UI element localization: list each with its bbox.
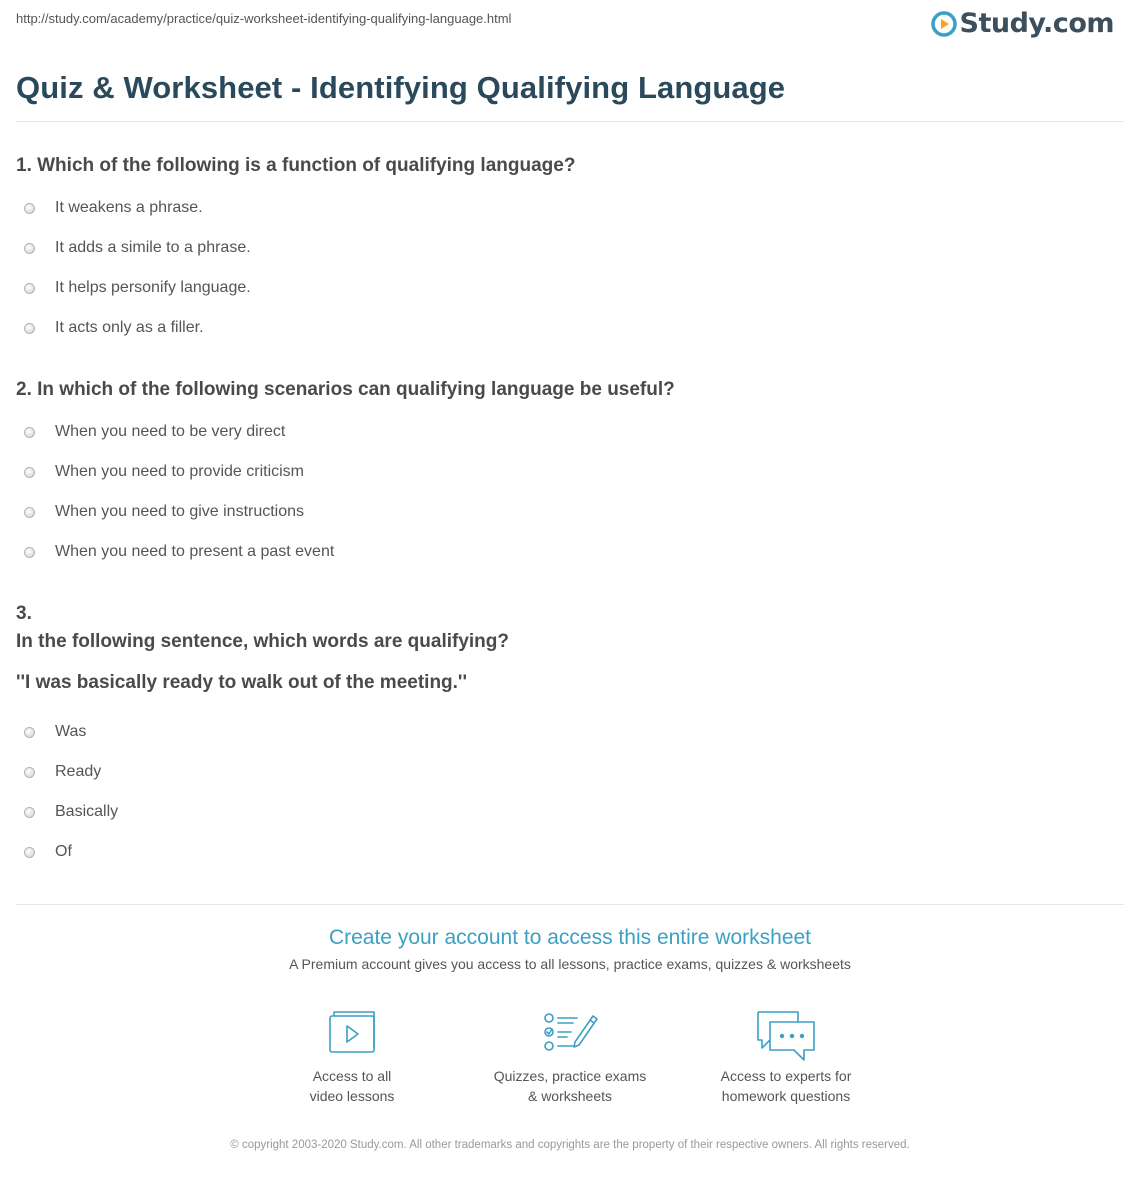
answer-option[interactable] bbox=[16, 792, 1124, 832]
logo-text: Study.com bbox=[959, 8, 1114, 39]
signup-cta bbox=[0, 926, 1140, 972]
feature-text-line: Quizzes, practice exams bbox=[493, 1068, 647, 1084]
radio-button-icon[interactable] bbox=[24, 203, 35, 214]
feature-text-line: & worksheets bbox=[527, 1088, 613, 1104]
answer-label: When you need to be very direct bbox=[55, 423, 286, 440]
feature-text-line: Access to experts for bbox=[720, 1068, 852, 1084]
radio-button-icon[interactable] bbox=[24, 547, 35, 558]
radio-button-icon[interactable] bbox=[24, 323, 35, 334]
answer-label: Basically bbox=[55, 803, 119, 820]
answer-option[interactable] bbox=[16, 228, 1124, 268]
answer-label: When you need to give instructions bbox=[55, 503, 305, 520]
question-number: 3. bbox=[16, 603, 32, 624]
answer-option[interactable] bbox=[16, 712, 1124, 752]
question-title: 2. In which of the following scenarios can qualifying language be useful? bbox=[16, 379, 675, 400]
radio-button-icon[interactable] bbox=[24, 283, 35, 294]
feature-experts bbox=[686, 1008, 886, 1106]
cta-subtitle: A Premium account gives you access to all lessons, practice exams, quizzes & worksheets bbox=[289, 956, 851, 972]
answer-list bbox=[16, 412, 1124, 572]
feature-text-line: video lessons bbox=[309, 1088, 395, 1104]
question-1 bbox=[16, 152, 1124, 348]
radio-button-icon[interactable] bbox=[24, 847, 35, 858]
answer-label: Was bbox=[55, 723, 87, 740]
video-lessons-icon bbox=[325, 1008, 379, 1056]
answer-option[interactable] bbox=[16, 752, 1124, 792]
answer-list bbox=[16, 188, 1124, 348]
study-logo[interactable] bbox=[931, 8, 1114, 39]
question-2 bbox=[16, 376, 1124, 572]
answer-label: When you need to provide criticism bbox=[55, 463, 304, 480]
title-divider bbox=[16, 121, 1124, 122]
page-url: http://study.com/academy/practice/quiz-worksheet-identifying-qualifying-language.html bbox=[16, 11, 512, 26]
radio-button-icon[interactable] bbox=[24, 727, 35, 738]
answer-option[interactable] bbox=[16, 532, 1124, 572]
question-3 bbox=[16, 600, 1124, 872]
copyright-notice: © copyright 2003-2020 Study.com. All other trademarks and copyrights are the property of their respective owners. All rights reserved. bbox=[230, 1139, 910, 1151]
page-title: Quiz & Worksheet - Identifying Qualifying Language bbox=[16, 70, 786, 105]
answer-label: When you need to present a past event bbox=[55, 543, 335, 560]
answer-option[interactable] bbox=[16, 452, 1124, 492]
answer-label: Ready bbox=[55, 763, 102, 780]
question-quote: ''I was basically ready to walk out of the meeting.'' bbox=[16, 672, 467, 693]
radio-button-icon[interactable] bbox=[24, 467, 35, 478]
feature-quizzes bbox=[470, 1008, 670, 1106]
radio-button-icon[interactable] bbox=[24, 243, 35, 254]
answer-label: Of bbox=[55, 843, 72, 860]
quiz-checklist-icon bbox=[541, 1008, 599, 1056]
radio-button-icon[interactable] bbox=[24, 427, 35, 438]
answer-option[interactable] bbox=[16, 188, 1124, 228]
radio-button-icon[interactable] bbox=[24, 807, 35, 818]
answer-label: It weakens a phrase. bbox=[55, 199, 203, 216]
radio-button-icon[interactable] bbox=[24, 507, 35, 518]
answer-option[interactable] bbox=[16, 412, 1124, 452]
answer-option[interactable] bbox=[16, 308, 1124, 348]
cta-divider bbox=[16, 904, 1124, 905]
radio-button-icon[interactable] bbox=[24, 767, 35, 778]
answer-label: It adds a simile to a phrase. bbox=[55, 239, 251, 256]
answer-option[interactable] bbox=[16, 832, 1124, 872]
answer-list bbox=[16, 712, 1124, 872]
play-circle-icon bbox=[931, 11, 957, 37]
feature-video-lessons bbox=[252, 1008, 452, 1106]
question-title: 1. Which of the following is a function of qualifying language? bbox=[16, 155, 576, 176]
feature-text-line: homework questions bbox=[721, 1088, 851, 1104]
feature-text-line: Access to all bbox=[312, 1068, 392, 1084]
question-title: In the following sentence, which words are qualifying? bbox=[16, 631, 509, 652]
answer-option[interactable] bbox=[16, 268, 1124, 308]
answer-label: It acts only as a filler. bbox=[55, 319, 204, 336]
answer-label: It helps personify language. bbox=[55, 279, 251, 296]
answer-option[interactable] bbox=[16, 492, 1124, 532]
cta-title-link[interactable]: Create your account to access this entire worksheet bbox=[328, 926, 812, 949]
chat-bubbles-icon bbox=[754, 1008, 818, 1062]
